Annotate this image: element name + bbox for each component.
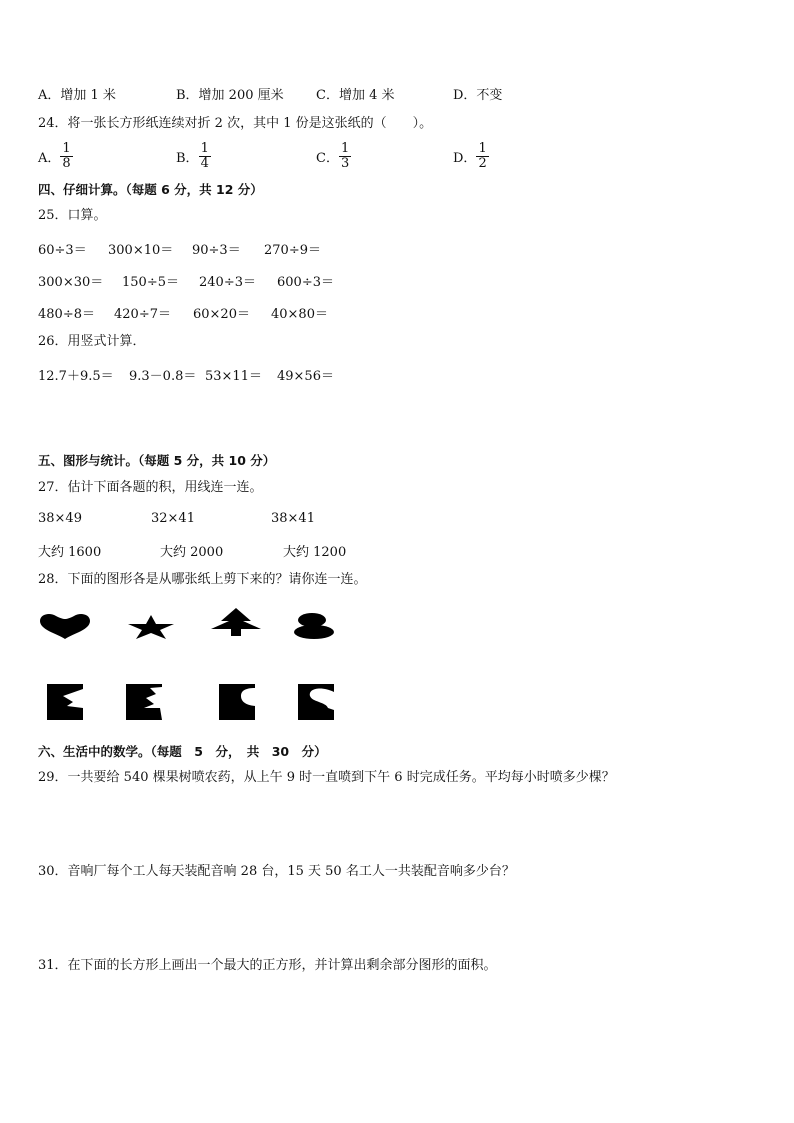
- q25-item: 60×20＝: [193, 307, 250, 322]
- denominator: 4: [200, 156, 209, 171]
- numerator: 1: [200, 141, 209, 156]
- numerator: 1: [478, 141, 487, 156]
- q26-item: 12.7＋9.5＝: [38, 369, 114, 384]
- q27-estimate: 大约 1200: [283, 545, 347, 560]
- q25-item: 240÷3＝: [199, 275, 256, 290]
- q25-title: 25．口算。: [38, 208, 107, 223]
- q26-item: 53×11＝: [205, 369, 262, 384]
- fraction: [339, 142, 351, 171]
- q25-item: 60÷3＝: [38, 243, 87, 258]
- q25-item: 90÷3＝: [192, 243, 241, 258]
- q25-item: 420÷7＝: [114, 307, 171, 322]
- q23-option-a: A．增加 1 米: [38, 88, 116, 103]
- tree-arrow-icon: [209, 607, 263, 637]
- paper-cut-2-icon: [126, 684, 162, 720]
- section-5-heading: 五、图形与统计。（每题 5 分，共 10 分）: [38, 453, 276, 468]
- option-label: A．: [38, 151, 61, 166]
- fraction: [60, 142, 72, 171]
- q25-item: 300×10＝: [108, 243, 174, 258]
- q24-option-a: [38, 142, 73, 171]
- q27-title: 27．估计下面各题的积，用线连一连。: [38, 480, 263, 495]
- q25-item: 600÷3＝: [277, 275, 334, 290]
- q27-product: 38×41: [271, 511, 315, 526]
- numerator: 1: [62, 141, 71, 156]
- fraction: [476, 142, 488, 171]
- q26-title: 26．用竖式计算．: [38, 334, 146, 349]
- q26-item: 9.3－0.8＝: [129, 369, 197, 384]
- heart-icon: [38, 612, 92, 640]
- q25-item: 150÷5＝: [122, 275, 179, 290]
- paper-cut-1-icon: [47, 684, 83, 720]
- q24-option-d: [453, 142, 489, 171]
- q23-option-c: C．增加 4 米: [316, 88, 395, 103]
- q24-option-c: [316, 142, 351, 171]
- denominator: 2: [478, 156, 487, 171]
- section-4-heading: 四、仔细计算。（每题 6 分，共 12 分）: [38, 182, 263, 197]
- q25-item: 300×30＝: [38, 275, 104, 290]
- q25-item: 270÷9＝: [264, 243, 321, 258]
- denominator: 8: [62, 156, 71, 171]
- q23-option-d: D．不变: [453, 88, 503, 103]
- q28-title: 28．下面的图形各是从哪张纸上剪下来的？请你连一连。: [38, 572, 367, 587]
- paper-cut-4-icon: [298, 684, 334, 720]
- q29-text: 29．一共要给 540 棵果树喷农药，从上午 9 时一直喷到下午 6 时完成任务。平均每小时喷多少棵？: [38, 770, 615, 785]
- q27-estimate: 大约 2000: [160, 545, 224, 560]
- numerator: 1: [340, 141, 350, 156]
- paper-cut-3-icon: [219, 684, 255, 720]
- q30-text: 30．音响厂每个工人每天装配音响 28 台，15 天 50 名工人一共装配音响多少台？: [38, 864, 515, 879]
- q31-text: 31．在下面的长方形上画出一个最大的正方形，并计算出剩余部分图形的面积。: [38, 958, 497, 973]
- option-label: C．: [316, 151, 339, 166]
- option-label: B．: [176, 151, 199, 166]
- q25-item: 480÷8＝: [38, 307, 95, 322]
- q24-option-b: [176, 142, 211, 171]
- q23-option-b: B．增加 200 厘米: [176, 88, 284, 103]
- fraction: [199, 142, 211, 171]
- q27-product: 32×41: [151, 511, 195, 526]
- q25-item: 40×80＝: [271, 307, 328, 322]
- mushroom-icon: [292, 612, 336, 640]
- section-6-heading: 六、生活中的数学。（每题 5 分， 共 30 分）: [38, 744, 327, 759]
- q27-estimate: 大约 1600: [38, 545, 102, 560]
- q24-text: 24．将一张长方形纸连续对折 2 次，其中 1 份是这张纸的（ ）。: [38, 116, 433, 131]
- q26-item: 49×56＝: [277, 369, 334, 384]
- option-label: D．: [453, 151, 477, 166]
- star-icon: [126, 614, 176, 640]
- q27-product: 38×49: [38, 511, 82, 526]
- denominator: 3: [340, 156, 350, 171]
